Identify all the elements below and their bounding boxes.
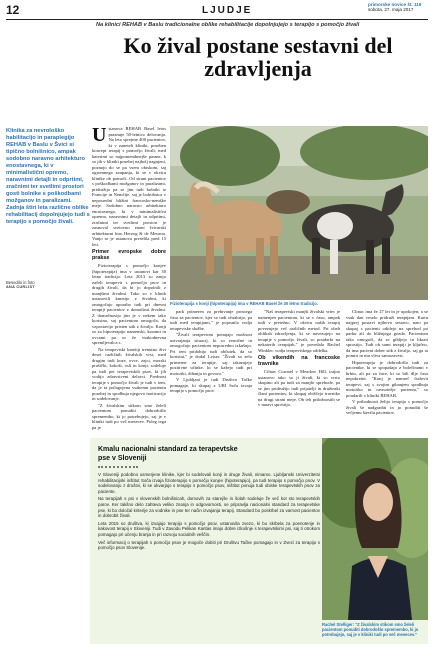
- header-rule: [6, 19, 428, 20]
- page-number: 12: [6, 3, 20, 17]
- portrait-illustration: [322, 438, 428, 620]
- col3-subheading: Ob vikendih na francoske travnike: [258, 355, 340, 367]
- page-header: [6, 2, 428, 18]
- article-column-2: [170, 309, 252, 437]
- issue-date: sobota, 27. maja 2017: [368, 7, 414, 13]
- article-kicker: Na klinici REHAB v Baslu tradicionalne oblike rehabilitacije dopolnjujejo s terapijo s pomočjo živali: [96, 22, 360, 28]
- col1-paragraph-4: "Z živalskim stikom smo želeli pacientom ponuditi dobrodošlo spremembo, ki jo potrebujejo, saj je v kliniki tudi po več mesecev. Poleg tega pa je: [92, 402, 166, 430]
- photo-caption: Fizioterapija s konji (hipoterapija) ima v REHAB Basel že 30 letno tradicijo.: [170, 301, 318, 306]
- col3-paragraph-1: "Naš terapevtski manjši živalski vrtec je namenjen pacientom, ki se v času, ampak tudi v pretežno. V okviru naših terapij povezujejo več različnih metod. Pri obeh oblikah zdravljenja, ki se navezujejo na terapije s pomočjo živali, so poudarki na nekaterih terapijah," je povedala Rachel Winkler, vodja terapevtskega oddelka.: [258, 309, 340, 353]
- sidebar-paragraph-2: Na terapijah s psi v slovenskih bolnišnicah, domovih za starejše in šolah sodeluje že več kot sto terapevtskih parov. Ker takšno delo zahteva veliko znanja in odgovornosti, se pripravlja nacionalni standard za terapevtske pse, ki bo določal kriterije za vodnike in pse ter način izvajanja terapij. Standard bo poskrbel za varnost pacientov in dobrobit živali.: [98, 496, 320, 519]
- article-column-1: [92, 126, 166, 438]
- col4-paragraph-2: Hipoterapija je dobrodošla tudi za pacientke, ki se spopadajo z bolečinami v hrbtu, ali pa za tiste, ki so bili dlje časa nepokretni. "Konj je namreč čudovit terapevt, saj s svojim gibanjem spodbuja motoriko in ravnotežje pacienta," so poudarili v kliniki REHAB.: [346, 359, 428, 398]
- col1-paragraph-3: Na terapevtski kmetiji trenutno živi deset različnih živalskih vrst, med drugim tudi koze, ovce, zajci, morski prašički, kokoši, osli in konji, sodeluje pa tudi pet terapevtskih psov, ki jih vodijo zdravstveni delavci. Prednost terapije s pomočjo živali je tudi v tem, da je ta prilagojena vsakemu pacientu posebej in spodbuja njegovo motivacijo in sodelovanje.: [92, 346, 166, 401]
- horses-illustration: [170, 126, 428, 300]
- col1-paragraph-2: Fizioterapija s pomočjo konjev (hipoterapija) ima v ustanovi kar 30 letno tradicijo. Leta 2013 so zanjo začeli terapevti s pomočjo psov in drugih živali, da bi jo dopolnili z manjšimi živalmi. Tako so v klinik ustanovili kmetijo z živalmi, ki omogočajo uporabo tudi pri dnevni terapiji pacientov z domačimi živalmi. Z domačnostjo jim je v nekem tako koristno, saj pacientom omogoča, da vzpostavijo pristen stik z živaljo. Konji so za hipoterapijo namenski, kozami in ovcami pa so že vsakodnevna spremljevalca s.: [92, 263, 166, 345]
- horses-photo: [170, 126, 428, 300]
- credit-label: Besedilo in foto: [6, 280, 35, 285]
- article-headline: Ko žival postane sestavni del zdravljenja: [123, 33, 393, 81]
- portrait-photo: [322, 438, 428, 620]
- sidebar-paragraph-4: Več informacij o terapijah s pomočjo psov je mogoče dobiti pri Društvu Tačke pomagajo in v Zvezi za terapijo s pomočjo psov Slovenije.: [98, 539, 320, 551]
- article-column-4: [346, 309, 428, 437]
- col1-subheading: Primer evropske dobre prakse: [92, 249, 166, 261]
- section-title: LJUDJE: [202, 4, 253, 16]
- col2-paragraph-1: park primeren za prebivanje prostega časa za pacientov, kjer se tudi ohrabrijo, pa tudi med terapijami," je pojasnila vodja terapevtske službe.: [170, 309, 252, 331]
- issue-meta: [368, 2, 428, 13]
- publication-line: primorske novice št. 119: [368, 2, 422, 7]
- col2-paragraph-2: "Živali terapevtom ponujajo možnost ustvarjanja situacij, ki so resnične in omogočajo pacientom neposredno izkušnjo. Pri tem pridobijo tudi občutek, da so koristni," je dodal Leiser. "Živali so zelo primerne za terapije, saj izkazujejo pozitivne učinke, ki se kažejo tudi pri motoriki, dihanju in govoru.": [170, 332, 252, 376]
- col1-paragraph-1: stanova REHAB Basel letos praznuje 50-letnico delovanja. Na leto sprejme 400 pacientov, ki v zaneteli kliniki, poseben koncept terapij s pomočjo živali, med katerimi so najpomembnejše pasme, k so jih v kliniki posebej najbolj nagnjeni, poznajo do se pa vsem obiskom, saj ogromnega zaupanja, ki se v okviru klinike ob pomoči. Od strani pacientov s poškodbami možganov in paralizami, pridružijo pa se jim tudi bolniki iz Francije in Nemčije, saj je bolnišnica v neposredni bližini francosko-nemške meje. Sodobno naravno arhitekturo enostavnega, ki v minimalistični opremo, naravnimi detajli in odprtimi, zračnimi ter svetlimi prostori je zasnoval svetovno znani švicarski arhitekturni biro Herzog & de Meuron. Vanjo se je ustanova preselila pred 15 leti.: [92, 126, 166, 247]
- article-lead: Klinika za nevrološko habilitacijo in paraplegijo REHAB v Baslu v Švici si tipično bolnišnico, ampak sodobno naravno arhitekturo enostavnega, ki v minimalistični opremo, naravnimi detajli in odprtimi, zračnimi ter svetlimi prostori gosti bolnike s poškodbami možganov in paralizami. Zadnja štiri leta različne oblike rehabilitacij dopolnjujejo tudi s terapijo s pomočjo živali.: [6, 128, 90, 225]
- credit-name: ANA CURLIST: [6, 285, 35, 289]
- col3-paragraph-2: Cilnac Coronel v Meadow Hill, trajno ustanovo tako so ji živali, ki so vrsto skupino ali pa tudi za manjše sprehode, pa se jim pridružijo tudi prijatelji in družinski člani pacientov, ki skupaj obiščejo travnike na drugi strani meje. Ob teh priložnostih se v naravi sprostijo.: [258, 369, 340, 407]
- article-column-3: [258, 309, 340, 437]
- sidebar-dotted-rule: [98, 466, 138, 468]
- sidebar-title: Kmalu nacionalni standard za terapevtske pse v Sloveniji: [98, 446, 238, 462]
- portrait-caption: Rachel Stelliger: "Z živalskim stikom smo želeli pacientom ponuditi dobrodošlo spremembo, ki jo potrebujejo, saj je v kliniki tudi po več mesecev.": [322, 622, 419, 637]
- sidebar-box: [90, 438, 428, 644]
- author-credit: [6, 280, 90, 290]
- sidebar-paragraph-1: V Sloveniji podobno usmerjene klinike, kjer bi sodelovali konji in druge živali, nimamo. Ljubljanski Univerzitetni rehabilitacijski inštitut Soča izvaja fizioterapijo s pomočjo konjev (hipoterapijo), pa tudi terapijo s pomočjo psov. V sodelovanju z društvi, ki se ukvarjajo s terapijo s pomočjo psov, inštitut ponuja tudi obiske terapevtskih psov za paciente.: [98, 472, 320, 494]
- col4-paragraph-3: V prihodnosti želijo terapijo s pomočjo živali še nadgraditi in jo ponuditi še večjemu številu pacientov.: [346, 399, 428, 415]
- sidebar-text: [98, 472, 320, 553]
- col2-paragraph-3: V Ljubljani je tudi Društvo Tačke pomagajo, ki skupaj z URI Soča izvaja terapijo s pomočjo psov.: [170, 377, 252, 393]
- drop-cap: U: [92, 126, 107, 146]
- col4-paragraph-1: Clinac ima že 27 let in je upokojen, a se vsak dan veselo pridruži terapijam. Kartu najprej postavi njihovo sestavo, nato pa skupaj s pacienti odidejo na sprehod po parku ali do bližnjega gozda. Pacientom tako omogoči, da se gibljejo in hkrati sprostijo. Tudi ob sami terapiji je ključno, da ima pacient dober stik z živaljo, saj ga ta pomiri in mu vliva samozavest.: [346, 309, 428, 358]
- sidebar-paragraph-3: Leta 2015 so društva, ki izvajajo terapijo s pomočjo psov, ustanovila zvezo, ki bo skrbela za poenotenje in kakovost terapij v Sloveniji. Tudi v Zavodu Pelikan Karitas imajo dobre izkušnje s terapevtskimi psi, saj ti otrokom pomagajo pri učenju branja in pri razvoju socialnih veščin.: [98, 520, 320, 537]
